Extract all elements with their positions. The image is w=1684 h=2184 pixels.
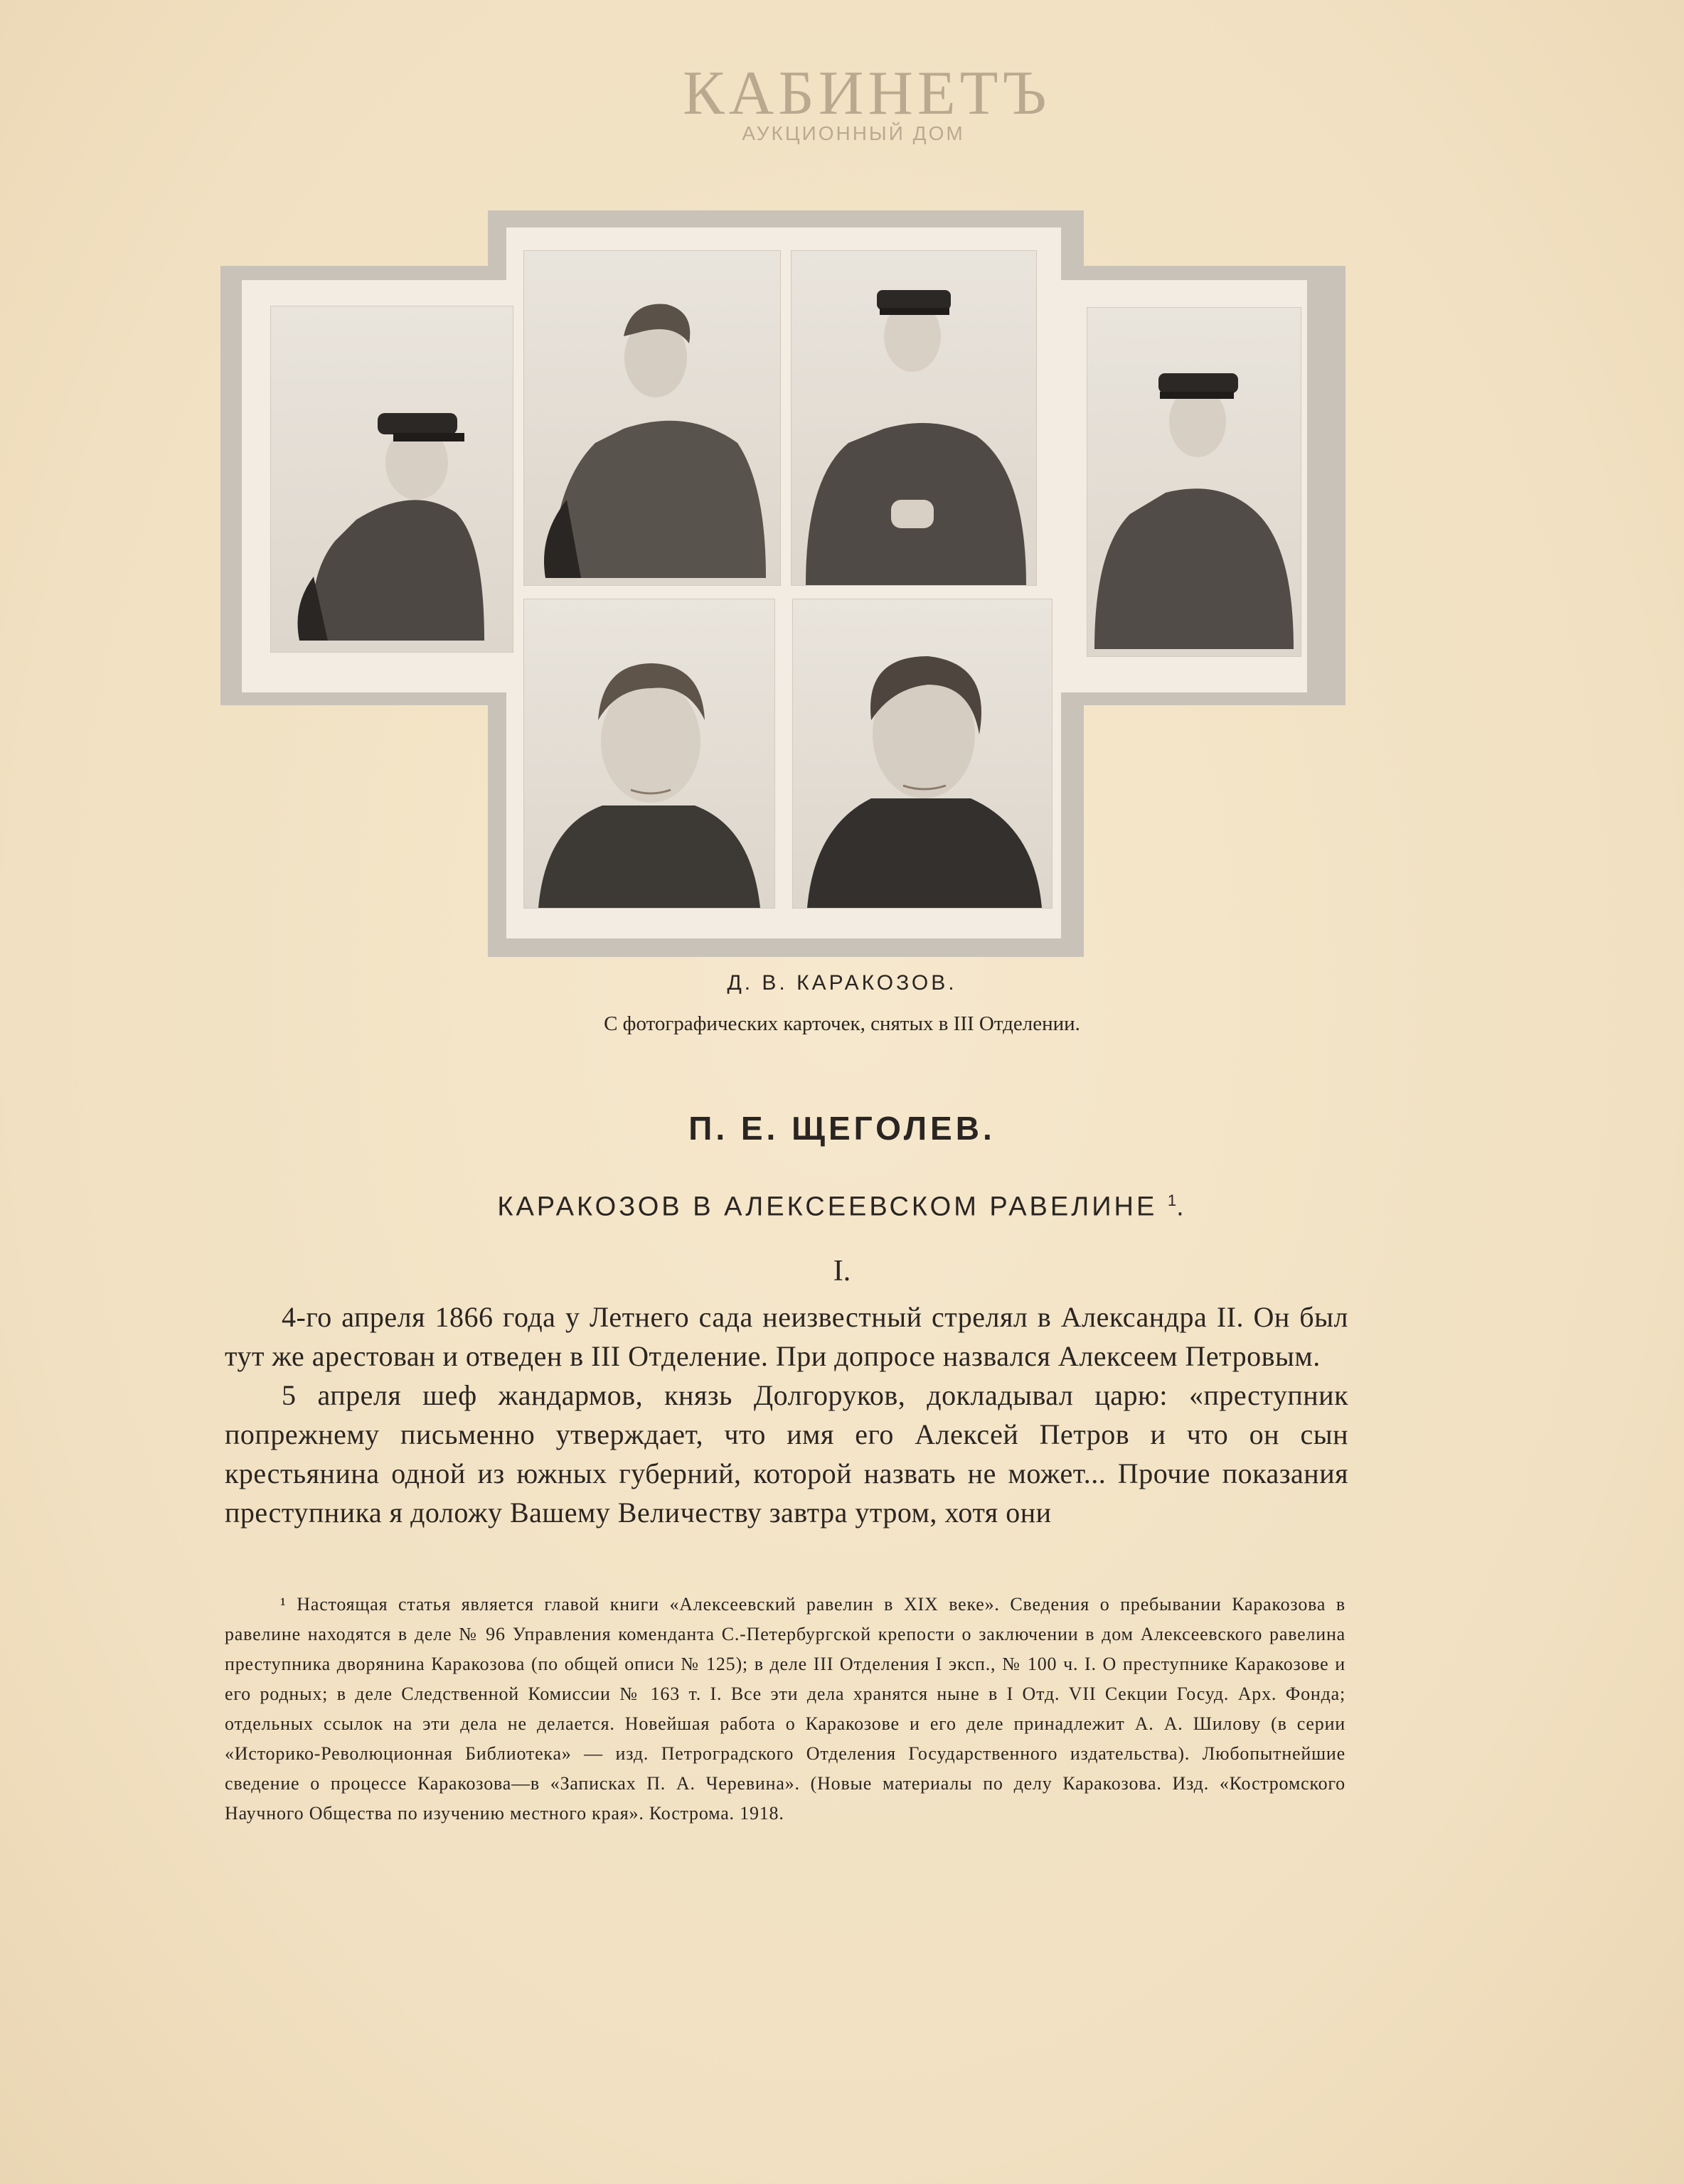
caption-subtitle: С фотографических карточек, снятых в III Отделении. xyxy=(604,1012,1080,1035)
photo-seated-cap-left xyxy=(270,306,513,653)
watermark-main: КАБИНЕТЪ xyxy=(683,59,1051,128)
photo-seated-cap-right xyxy=(1087,307,1301,657)
paragraph: 4-го апреля 1866 года у Летнего сада неизвестный стрелял в Александра II. Он был тут же арестован и отведен в III Отделение. При допросе назвался Алексеем Петровым. xyxy=(225,1301,1348,1372)
article-title-text: КАРАКОЗОВ В АЛЕКСЕЕВСКОМ РАВЕЛИНЕ xyxy=(497,1192,1158,1222)
photo-seated-bareheaded xyxy=(523,250,781,586)
article-title: КАРАКОЗОВ В АЛЕКСЕЕВСКОМ РАВЕЛИНЕ $^1$. xyxy=(497,1192,1187,1222)
section-number: I. xyxy=(833,1255,851,1288)
caption-name: Д. В. КАРАКОЗОВ. xyxy=(727,971,957,995)
watermark-sub: АУКЦИОННЫЙ ДОМ xyxy=(742,122,965,144)
watermark-logo xyxy=(683,59,1051,145)
photo-seated-cap-front xyxy=(791,250,1037,586)
portrait-image xyxy=(524,599,774,908)
portrait-image xyxy=(793,599,1052,908)
seated-figure-image xyxy=(1087,308,1301,656)
footnote: ¹ Настоящая статья является главой книги «Алексеевский равелин в XIX веке». Сведения о пребывании Каракозова в равелине находятся в деле № 96 Управления коменданта С.-Петербургской крепости о заключении в дом Алексеевского равелина преступника дворянина Каракозова (по общей описи № 125); в деле III Отделения I эксп., № 100 ч. I. О преступнике Каракозове и его родных; в деле Следственной Комиссии № 163 т. I. Все эти дела хранятся ныне в I Отд. VII Секции Госуд. Арх. Фонда; отдельных ссылок на эти дела не делается. Новейшая работа о Каракозове и его деле принадлежит А. А. Шилову (в серии «Историко-Революционная Библиотека» — изд. Петроградского Отделения Государственного издательства). Любопытнейшие сведение о процессе Каракозова—в «Записках П. А. Черевина». (Новые материалы по делу Каракозова. Изд. «Костромского Научного Общества по изучению местного края». Кострома. 1918. xyxy=(225,1594,1345,1824)
article-author: П. Е. ЩЕГОЛЕВ. xyxy=(688,1110,996,1147)
photo-portrait-front xyxy=(523,599,775,909)
seated-figure-image xyxy=(271,306,513,652)
paragraph: 5 апреля шеф жандармов, князь Долгоруков, докладывал царю: «преступник попрежнему письменно утверждает, что имя его Алексей Петров и что он сын крестьянина одной из южных губерний, которой назвать не может... Прочие показания преступника я доложу Вашему Величеству завтра утром, хотя они xyxy=(225,1379,1348,1529)
footnote-ref-mark: 1 xyxy=(1167,1192,1177,1209)
photo-portrait-side xyxy=(792,599,1052,909)
article-body xyxy=(225,1297,1348,1532)
seated-figure-image xyxy=(792,251,1036,585)
seated-figure-image xyxy=(524,251,780,585)
